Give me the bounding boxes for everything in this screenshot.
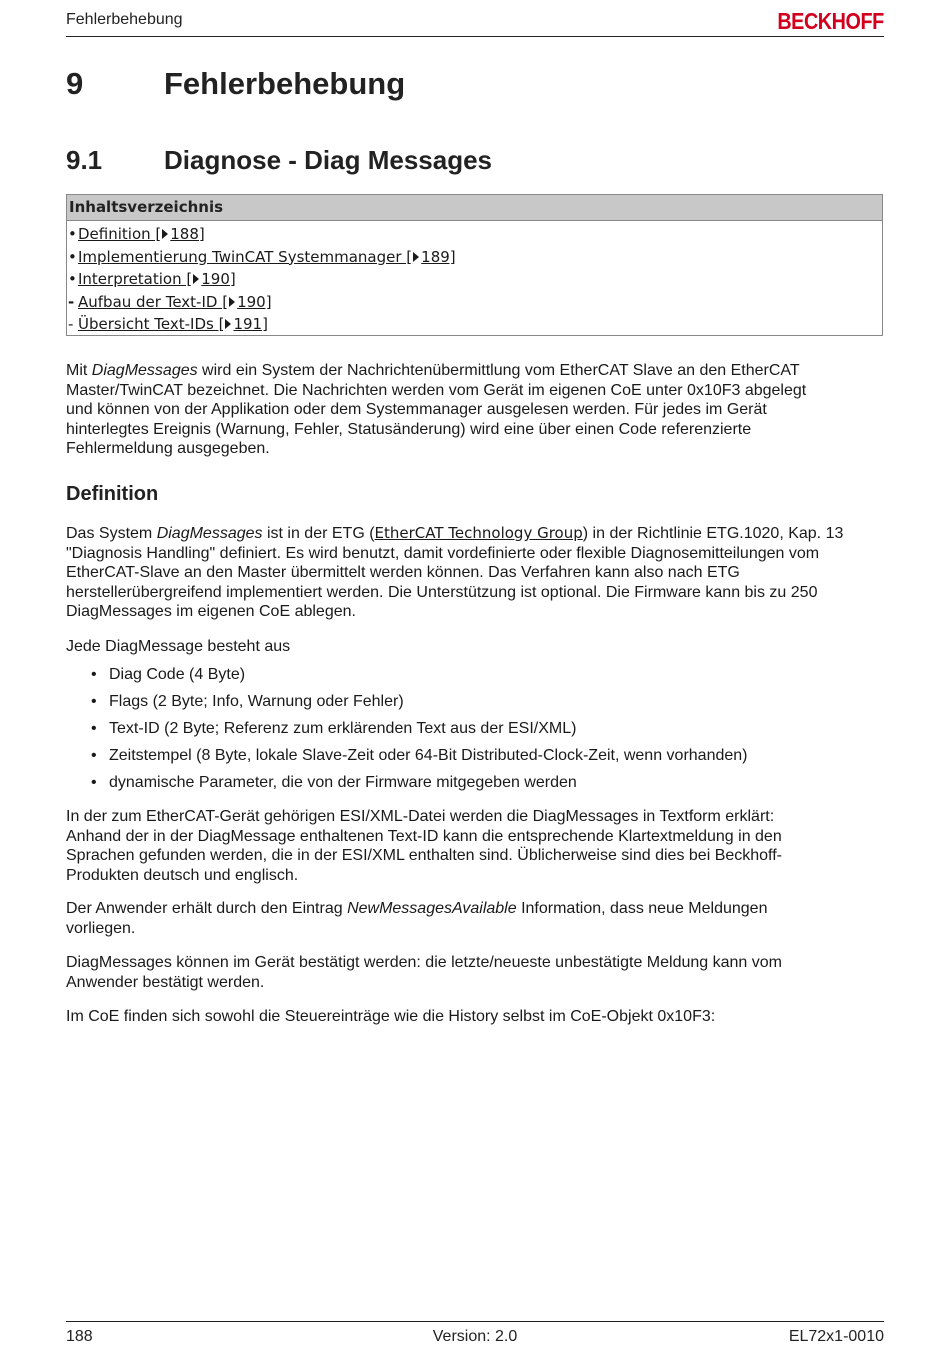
- version-label: Version: 2.0: [432, 1328, 518, 1345]
- text-line: Anwender bestätigt werden.: [66, 973, 265, 991]
- toc-link-page: 190]: [201, 270, 236, 289]
- list-item-text: dynamische Parameter, die von der Firmware mitgegeben werden: [109, 774, 577, 791]
- beckhoff-logo: BECKHOFF: [777, 8, 884, 34]
- intro-paragraph: [66, 361, 886, 459]
- section-number: 9.1: [66, 145, 103, 175]
- dash-marker: -: [68, 292, 75, 311]
- text-line: Produkten deutsch und englisch.: [66, 866, 299, 884]
- definition-paragraph-1: [66, 524, 886, 622]
- text-line: Anhand der in der DiagMessage enthaltenen Text-ID kann die entsprechende Klartextmeldung in den: [66, 827, 782, 845]
- triangle-right-icon: [162, 229, 168, 239]
- toc-link-label: Interpretation [: [78, 270, 193, 289]
- text-line: Im CoE finden sich sowohl die Steuereinträge wie die History selbst im CoE-Objekt 0x10F3:: [66, 1008, 716, 1025]
- bullet-dot: •: [91, 747, 97, 764]
- text-line: EtherCAT-Slave an den Master übermittelt werden können. Das Verfahren kann also nach ETG: [66, 564, 740, 582]
- etg-link[interactable]: EtherCAT Technology Group: [374, 524, 583, 542]
- text-run: Der Anwender erhält durch den Eintrag: [66, 900, 348, 917]
- text-line: "Diagnosis Handling" definiert. Es wird benutzt, damit vordefinierte oder flexible Diagnosemitteilungen vom: [66, 544, 820, 562]
- toc-link-definition[interactable]: [78, 225, 205, 243]
- bullet-dot: •: [91, 693, 97, 710]
- toc-item-definition[interactable]: [68, 223, 882, 246]
- toc-item-interpretation[interactable]: [68, 268, 882, 291]
- list-item: [66, 718, 886, 745]
- toc-link-interpretation[interactable]: [78, 270, 236, 288]
- bullet-marker: •: [68, 270, 77, 289]
- toc-link-implementierung[interactable]: [78, 248, 456, 266]
- definition-paragraph-3: [66, 807, 886, 885]
- list-item: [66, 745, 886, 772]
- text-run: Information, dass neue Meldungen: [516, 900, 768, 917]
- emphasis-term: DiagMessages: [156, 525, 263, 542]
- section-title: Diagnose - Diag Messages: [164, 145, 492, 175]
- toc-link-page: 188]: [170, 225, 205, 243]
- triangle-right-icon: [225, 319, 231, 329]
- toc-box: [66, 194, 883, 336]
- diagmessage-fields-list: [66, 664, 886, 799]
- toc-link-page: 190]: [237, 292, 272, 311]
- triangle-right-icon: [193, 274, 199, 284]
- list-item: [66, 691, 886, 718]
- text-line: [66, 361, 886, 381]
- page-number: 188: [66, 1328, 93, 1345]
- text-line: vorliegen.: [66, 919, 136, 937]
- bullet-dot: •: [91, 666, 97, 683]
- triangle-right-icon: [229, 297, 235, 307]
- toc-link-uebersicht[interactable]: [78, 315, 268, 333]
- definition-heading: Definition: [66, 483, 159, 505]
- toc-item-implementierung[interactable]: [68, 246, 882, 269]
- product-code: EL72x1-0010: [788, 1328, 884, 1345]
- chapter-number: 9: [66, 66, 84, 101]
- list-item-text: Text-ID (2 Byte; Referenz zum erklärenden Text aus der ESI/XML): [109, 720, 577, 737]
- toc-link-label: Übersicht Text-IDs [: [78, 315, 225, 334]
- text-line: [66, 899, 886, 919]
- text-run: wird ein System der Nachrichtenübermittlung vom EtherCAT Slave an den EtherCAT: [197, 362, 800, 379]
- toc-link-label: Implementierung TwinCAT Systemmanager [: [78, 247, 413, 266]
- definition-paragraph-2: [66, 637, 886, 657]
- text-line: und können von der Applikation oder dem Systemmanager ausgelesen werden. Für jedes im Gerät: [66, 401, 767, 419]
- toc-link-label: Definition [: [78, 225, 162, 243]
- chapter-title: Fehlerbehebung: [164, 66, 406, 101]
- list-item: [66, 772, 886, 799]
- text-line: In der zum EtherCAT-Gerät gehörigen ESI/XML-Datei werden die DiagMessages in Textform erklärt:: [66, 808, 775, 825]
- list-item: [66, 664, 886, 691]
- toc-item-uebersicht[interactable]: [68, 313, 882, 336]
- text-line: Jede DiagMessage besteht aus: [66, 638, 291, 655]
- text-run: Das System: [66, 525, 157, 542]
- bullet-dot: •: [91, 774, 97, 791]
- text-run: Mit: [66, 362, 92, 379]
- toc-heading: Inhaltsverzeichnis: [67, 195, 882, 221]
- definition-paragraph-6: [66, 1007, 886, 1027]
- bullet-marker: •: [68, 247, 77, 266]
- toc-list: [67, 221, 882, 336]
- definition-paragraph-4: [66, 899, 886, 938]
- toc-link-page: 191]: [233, 315, 268, 334]
- list-item-text: Diag Code (4 Byte): [109, 666, 246, 683]
- toc-item-aufbau[interactable]: [68, 291, 882, 314]
- emphasis-term: NewMessagesAvailable: [347, 900, 517, 917]
- bullet-marker: •: [68, 225, 77, 243]
- page-footer: [66, 1321, 884, 1350]
- toc-link-label: Aufbau der Text-ID [: [78, 292, 229, 311]
- bullet-dot: •: [91, 720, 97, 737]
- triangle-right-icon: [413, 252, 419, 262]
- text-line: Sprachen gefunden werden, die in der ESI/XML enthalten sind. Üblicherweise sind dies bei Beckhoff-: [66, 847, 782, 865]
- list-item-text: Zeitstempel (8 Byte, lokale Slave-Zeit oder 64-Bit Distributed-Clock-Zeit, wenn vorhanden): [109, 747, 748, 764]
- toc-link-aufbau[interactable]: [78, 293, 272, 311]
- text-run: ist in der ETG (: [262, 525, 375, 542]
- emphasis-term: DiagMessages: [91, 362, 198, 379]
- definition-paragraph-5: [66, 953, 886, 992]
- page-header: [66, 8, 884, 37]
- text-line: DiagMessages können im Gerät bestätigt werden: die letzte/neueste unbestätigte Meldung kann vom: [66, 954, 782, 971]
- text-line: hinterlegtes Ereignis (Warnung, Fehler, Statusänderung) wird eine über einen Code referenzierte: [66, 420, 752, 438]
- text-line: Master/TwinCAT bezeichnet. Die Nachrichten werden vom Gerät im eigenen CoE unter 0x10F3 abgelegt: [66, 381, 807, 399]
- header-title: Fehlerbehebung: [66, 11, 183, 28]
- list-item-text: Flags (2 Byte; Info, Warnung oder Fehler): [109, 693, 404, 710]
- text-line: herstellerübergreifend implementiert werden. Die Unterstützung ist optional. Die Firmware kann bis zu 250: [66, 583, 818, 601]
- toc-link-page: 189]: [421, 247, 456, 266]
- text-line: DiagMessages im eigenen CoE ablegen.: [66, 603, 356, 621]
- text-run: ) in der Richtlinie ETG.1020, Kap. 13: [582, 525, 844, 542]
- text-line: [66, 524, 886, 544]
- dash-marker: -: [68, 315, 74, 334]
- text-line: Fehlermeldung ausgegeben.: [66, 440, 270, 458]
